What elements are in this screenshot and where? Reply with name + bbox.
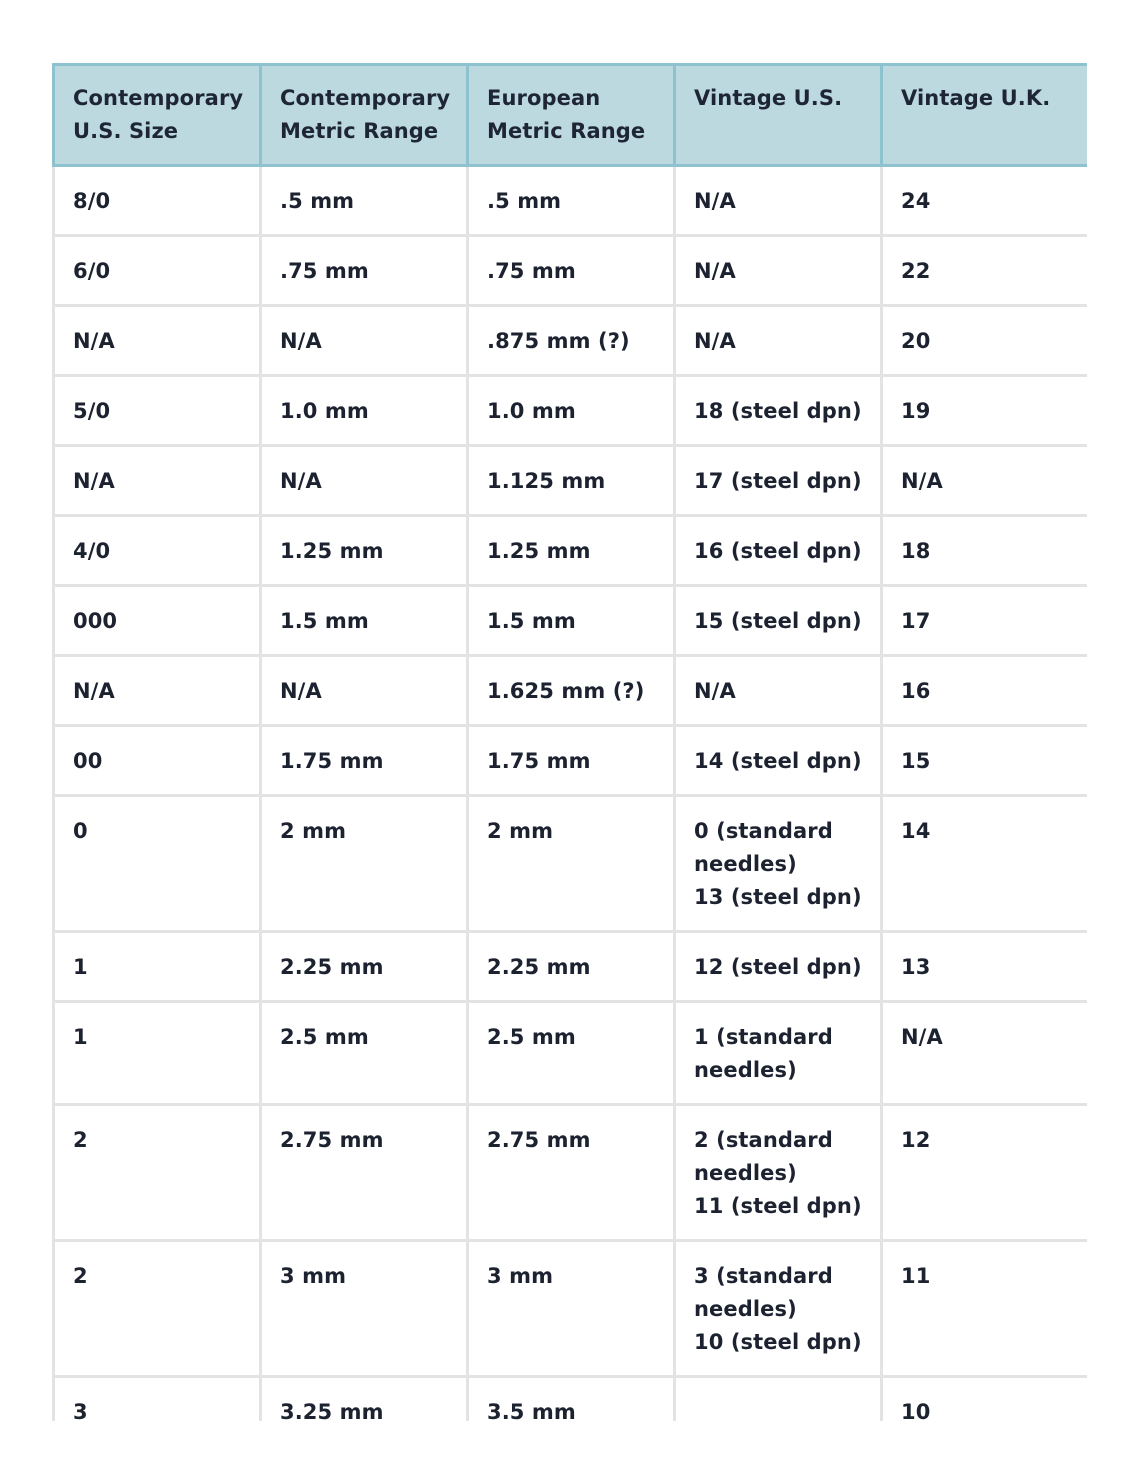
cell-vintage-us bbox=[675, 1377, 882, 1422]
cell-text-line: needles) bbox=[694, 1161, 797, 1185]
header-text-line: Contemporary bbox=[73, 86, 244, 110]
table-header bbox=[54, 65, 1088, 166]
cell-european-metric-range bbox=[468, 726, 675, 796]
cell-text-line: N/A bbox=[694, 679, 736, 703]
cell-european-metric-range bbox=[468, 586, 675, 656]
header-text-line: European bbox=[487, 86, 601, 110]
cell-text-line: 2 bbox=[73, 1128, 88, 1152]
cell-european-metric-range bbox=[468, 446, 675, 516]
cell-text-line: 1.125 mm bbox=[487, 469, 606, 493]
table-row bbox=[54, 656, 1088, 726]
table-row bbox=[54, 796, 1088, 932]
cell-text-line: 00 bbox=[73, 749, 103, 773]
cell-text-line: 12 bbox=[901, 1128, 931, 1152]
cell-vintage-uk bbox=[882, 1105, 1088, 1241]
cell-text-line: 2 (standard bbox=[694, 1128, 833, 1152]
cell-text-line: 18 bbox=[901, 539, 931, 563]
cell-contemporary-us-size bbox=[54, 932, 261, 1002]
cell-contemporary-us-size bbox=[54, 1377, 261, 1422]
cell-text-line: 1.25 mm bbox=[280, 539, 384, 563]
cell-vintage-uk bbox=[882, 376, 1088, 446]
cell-contemporary-us-size bbox=[54, 376, 261, 446]
cell-text-line: 1.75 mm bbox=[280, 749, 384, 773]
cell-text-line: 2 bbox=[73, 1264, 88, 1288]
cell-vintage-uk bbox=[882, 306, 1088, 376]
cell-text-line: 6/0 bbox=[73, 259, 111, 283]
cell-contemporary-metric-range bbox=[261, 166, 468, 236]
table-body bbox=[54, 166, 1088, 1422]
cell-contemporary-metric-range bbox=[261, 586, 468, 656]
cell-vintage-uk bbox=[882, 796, 1088, 932]
cell-contemporary-metric-range bbox=[261, 1377, 468, 1422]
cell-contemporary-us-size bbox=[54, 446, 261, 516]
table-row bbox=[54, 516, 1088, 586]
cell-text-line: N/A bbox=[73, 329, 115, 353]
cell-vintage-uk bbox=[882, 726, 1088, 796]
cell-vintage-us bbox=[675, 446, 882, 516]
cell-text-line: 3 bbox=[73, 1400, 88, 1421]
cell-text-line: N/A bbox=[694, 329, 736, 353]
cell-text-line: 11 (steel dpn) bbox=[694, 1194, 862, 1218]
cell-text-line: .5 mm bbox=[280, 189, 355, 213]
table-row bbox=[54, 726, 1088, 796]
cell-text-line: 12 (steel dpn) bbox=[694, 955, 862, 979]
cell-european-metric-range bbox=[468, 166, 675, 236]
cell-vintage-us bbox=[675, 166, 882, 236]
table-row bbox=[54, 236, 1088, 306]
cell-vintage-us bbox=[675, 656, 882, 726]
cell-european-metric-range bbox=[468, 236, 675, 306]
table-row bbox=[54, 1241, 1088, 1377]
cell-text-line: 3 (standard bbox=[694, 1264, 833, 1288]
cell-text-line: 14 (steel dpn) bbox=[694, 749, 862, 773]
cell-european-metric-range bbox=[468, 376, 675, 446]
table-row bbox=[54, 1105, 1088, 1241]
cell-european-metric-range bbox=[468, 516, 675, 586]
cell-text-line: 13 (steel dpn) bbox=[694, 885, 862, 909]
cell-vintage-us bbox=[675, 1002, 882, 1105]
cell-text-line: N/A bbox=[280, 679, 322, 703]
cell-text-line: 1.0 mm bbox=[487, 399, 576, 423]
cell-contemporary-us-size bbox=[54, 516, 261, 586]
cell-text-line: 16 (steel dpn) bbox=[694, 539, 862, 563]
cell-vintage-uk bbox=[882, 656, 1088, 726]
cell-text-line: 1.5 mm bbox=[280, 609, 369, 633]
cell-text-line: 8/0 bbox=[73, 189, 111, 213]
cell-vintage-us bbox=[675, 236, 882, 306]
cell-contemporary-metric-range bbox=[261, 516, 468, 586]
cell-contemporary-metric-range bbox=[261, 1105, 468, 1241]
cell-text-line: .75 mm bbox=[280, 259, 369, 283]
header-text-line: Metric Range bbox=[487, 119, 646, 143]
header-text-line: Vintage U.K. bbox=[901, 86, 1051, 110]
cell-text-line: N/A bbox=[280, 329, 322, 353]
cell-text-line: 2.25 mm bbox=[487, 955, 591, 979]
cell-contemporary-metric-range bbox=[261, 932, 468, 1002]
cell-vintage-uk bbox=[882, 516, 1088, 586]
cell-text-line: 2.75 mm bbox=[280, 1128, 384, 1152]
column-header-contemporary-metric-range bbox=[261, 65, 468, 166]
cell-text-line: 10 bbox=[901, 1400, 931, 1421]
cell-vintage-us bbox=[675, 726, 882, 796]
header-text-line: U.S. Size bbox=[73, 119, 179, 143]
header-text-line: Metric Range bbox=[280, 119, 439, 143]
cell-text-line: needles) bbox=[694, 1058, 797, 1082]
cell-contemporary-metric-range bbox=[261, 1002, 468, 1105]
table-row bbox=[54, 932, 1088, 1002]
cell-text-line: 2.5 mm bbox=[487, 1025, 576, 1049]
cell-text-line: 17 bbox=[901, 609, 931, 633]
cell-european-metric-range bbox=[468, 656, 675, 726]
column-header-vintage-us bbox=[675, 65, 882, 166]
cell-text-line: 22 bbox=[901, 259, 931, 283]
cell-text-line: 20 bbox=[901, 329, 931, 353]
cell-text-line: 2.75 mm bbox=[487, 1128, 591, 1152]
cell-text-line: .5 mm bbox=[487, 189, 562, 213]
column-header-contemporary-us-size bbox=[54, 65, 261, 166]
cell-contemporary-us-size bbox=[54, 306, 261, 376]
cell-contemporary-metric-range bbox=[261, 376, 468, 446]
cell-text-line: 3 mm bbox=[487, 1264, 554, 1288]
cell-text-line: 19 bbox=[901, 399, 931, 423]
size-conversion-table-container bbox=[52, 63, 1087, 1421]
cell-european-metric-range bbox=[468, 796, 675, 932]
cell-contemporary-metric-range bbox=[261, 236, 468, 306]
table-row bbox=[54, 446, 1088, 516]
cell-text-line: 1 bbox=[73, 1025, 88, 1049]
cell-vintage-us bbox=[675, 796, 882, 932]
cell-contemporary-us-size bbox=[54, 166, 261, 236]
column-header-european-metric-range bbox=[468, 65, 675, 166]
cell-text-line: 11 bbox=[901, 1264, 931, 1288]
cell-vintage-us bbox=[675, 1241, 882, 1377]
cell-contemporary-metric-range bbox=[261, 1241, 468, 1377]
cell-contemporary-metric-range bbox=[261, 446, 468, 516]
cell-text-line: N/A bbox=[901, 1025, 943, 1049]
cell-text-line: 17 (steel dpn) bbox=[694, 469, 862, 493]
cell-text-line: 14 bbox=[901, 819, 931, 843]
cell-contemporary-metric-range bbox=[261, 306, 468, 376]
cell-contemporary-metric-range bbox=[261, 796, 468, 932]
cell-contemporary-us-size bbox=[54, 1241, 261, 1377]
cell-contemporary-us-size bbox=[54, 726, 261, 796]
cell-text-line: N/A bbox=[694, 189, 736, 213]
cell-text-line: N/A bbox=[73, 469, 115, 493]
cell-vintage-us bbox=[675, 306, 882, 376]
cell-text-line: needles) bbox=[694, 852, 797, 876]
cell-text-line: N/A bbox=[280, 469, 322, 493]
cell-text-line: 2.5 mm bbox=[280, 1025, 369, 1049]
cell-contemporary-metric-range bbox=[261, 726, 468, 796]
cell-vintage-uk bbox=[882, 932, 1088, 1002]
cell-vintage-uk bbox=[882, 236, 1088, 306]
cell-vintage-uk bbox=[882, 586, 1088, 656]
hook-size-conversion-table bbox=[52, 63, 1087, 1421]
cell-text-line: 24 bbox=[901, 189, 931, 213]
cell-text-line: 16 bbox=[901, 679, 931, 703]
cell-text-line: 2 mm bbox=[280, 819, 347, 843]
table-row bbox=[54, 166, 1088, 236]
cell-european-metric-range bbox=[468, 306, 675, 376]
cell-contemporary-us-size bbox=[54, 586, 261, 656]
cell-vintage-uk bbox=[882, 1241, 1088, 1377]
cell-contemporary-metric-range bbox=[261, 656, 468, 726]
cell-text-line: 2 mm bbox=[487, 819, 554, 843]
cell-vintage-us bbox=[675, 586, 882, 656]
cell-text-line: 18 (steel dpn) bbox=[694, 399, 862, 423]
cell-text-line: 15 (steel dpn) bbox=[694, 609, 862, 633]
cell-contemporary-us-size bbox=[54, 656, 261, 726]
cell-vintage-us bbox=[675, 376, 882, 446]
cell-text-line: 4/0 bbox=[73, 539, 111, 563]
cell-vintage-us bbox=[675, 932, 882, 1002]
header-row bbox=[54, 65, 1088, 166]
cell-contemporary-us-size bbox=[54, 1105, 261, 1241]
cell-text-line: 1.625 mm (?) bbox=[487, 679, 645, 703]
cell-text-line: 1.5 mm bbox=[487, 609, 576, 633]
cell-text-line: 000 bbox=[73, 609, 118, 633]
cell-text-line: N/A bbox=[73, 679, 115, 703]
cell-text-line: 0 (standard bbox=[694, 819, 833, 843]
cell-text-line: 2.25 mm bbox=[280, 955, 384, 979]
cell-vintage-uk bbox=[882, 446, 1088, 516]
table-row bbox=[54, 1002, 1088, 1105]
cell-text-line: 1.75 mm bbox=[487, 749, 591, 773]
cell-text-line: 5/0 bbox=[73, 399, 111, 423]
table-row bbox=[54, 376, 1088, 446]
cell-text-line: 1.0 mm bbox=[280, 399, 369, 423]
cell-contemporary-us-size bbox=[54, 236, 261, 306]
cell-contemporary-us-size bbox=[54, 796, 261, 932]
cell-european-metric-range bbox=[468, 932, 675, 1002]
cell-vintage-uk bbox=[882, 1377, 1088, 1422]
cell-text-line: 1.25 mm bbox=[487, 539, 591, 563]
cell-text-line: 3 mm bbox=[280, 1264, 347, 1288]
cell-text-line: 15 bbox=[901, 749, 931, 773]
cell-text-line: 3.25 mm bbox=[280, 1400, 384, 1421]
cell-text-line: 10 (steel dpn) bbox=[694, 1330, 862, 1354]
cell-european-metric-range bbox=[468, 1241, 675, 1377]
cell-text-line: 1 bbox=[73, 955, 88, 979]
header-text-line: Vintage U.S. bbox=[694, 86, 843, 110]
table-row bbox=[54, 586, 1088, 656]
cell-vintage-uk bbox=[882, 1002, 1088, 1105]
cell-contemporary-us-size bbox=[54, 1002, 261, 1105]
cell-european-metric-range bbox=[468, 1377, 675, 1422]
cell-text-line: .75 mm bbox=[487, 259, 576, 283]
header-text-line: Contemporary bbox=[280, 86, 451, 110]
cell-european-metric-range bbox=[468, 1002, 675, 1105]
cell-text-line: N/A bbox=[694, 259, 736, 283]
cell-text-line: 0 bbox=[73, 819, 88, 843]
cell-text-line: N/A bbox=[901, 469, 943, 493]
column-header-vintage-uk bbox=[882, 65, 1088, 166]
cell-text-line: 13 bbox=[901, 955, 931, 979]
table-row bbox=[54, 1377, 1088, 1422]
cell-text-line: needles) bbox=[694, 1297, 797, 1321]
cell-vintage-us bbox=[675, 516, 882, 586]
cell-text-line: 1 (standard bbox=[694, 1025, 833, 1049]
cell-vintage-uk bbox=[882, 166, 1088, 236]
cell-european-metric-range bbox=[468, 1105, 675, 1241]
cell-text-line: 3.5 mm bbox=[487, 1400, 576, 1421]
table-row bbox=[54, 306, 1088, 376]
cell-text-line: .875 mm (?) bbox=[487, 329, 630, 353]
cell-vintage-us bbox=[675, 1105, 882, 1241]
